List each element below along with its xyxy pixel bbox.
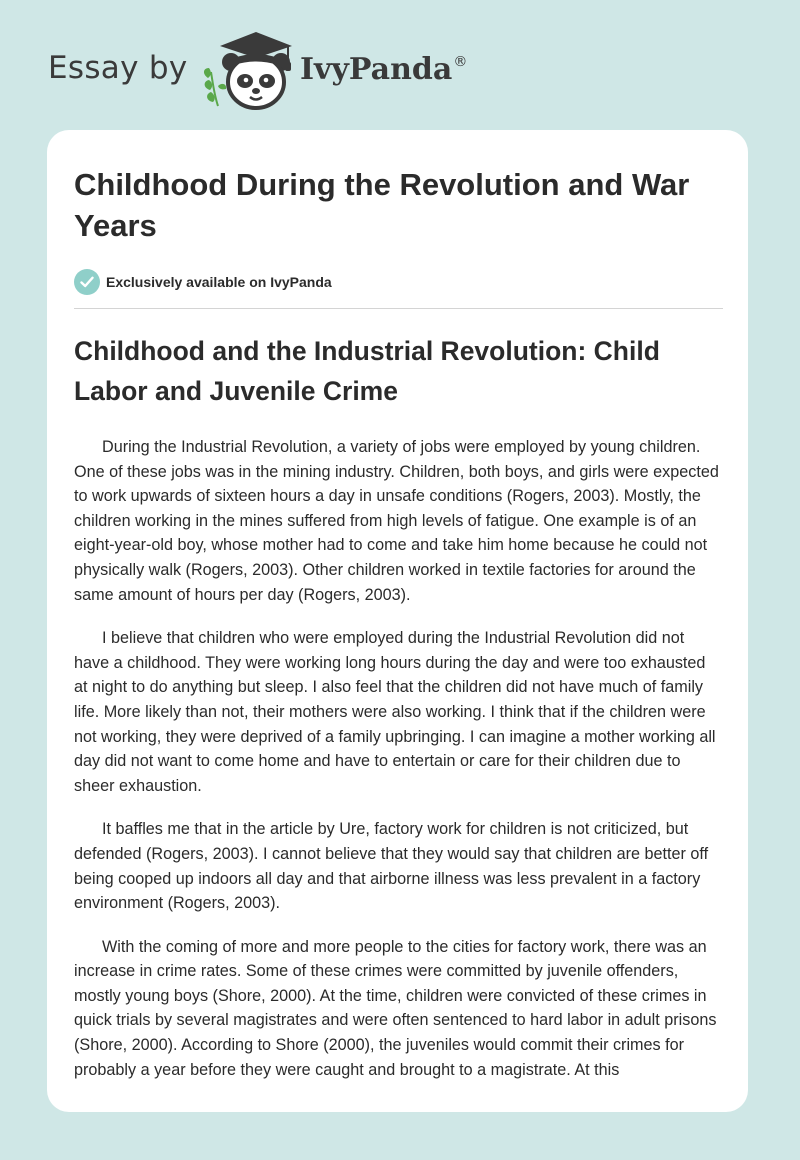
trademark-symbol: ®: [453, 54, 468, 70]
essay-title: Childhood During the Revolution and War Years: [74, 167, 690, 243]
exclusive-badge-text: Exclusively available on IvyPanda: [106, 274, 332, 290]
check-icon: [74, 269, 100, 295]
brand-logo-text[interactable]: [300, 52, 466, 87]
panda-graduate-logo-icon[interactable]: [200, 28, 296, 112]
essay-card: [47, 130, 748, 1112]
essay-content: [74, 130, 723, 1082]
brand-name: IvyPanda: [300, 52, 453, 87]
divider: [74, 308, 723, 309]
paragraph-4: With the coming of more and more people to the cities for factory work, there was an increase in crime rates. Some of these crimes were committed by juvenile offenders, mostly young boys (Shore, 2000). At the time, children were convicted of these crimes in quick trials by several magistrates and were often sentenced to hard labor in adult prisons (Shore, 2000). According to Shore (2000), the juveniles would commit their crimes for probably a year before they were caught and brought to a magistrate. At this: [74, 937, 717, 1079]
paragraph-1: During the Industrial Revolution, a variety of jobs were employed by young children. One of these jobs was in the mining industry. Children, both boys, and girls were expected to work upwards of sixteen hours a day in unsafe conditions (Rogers, 2003). Mostly, the children working in the mines suffered from high levels of fatigue. One example is of an eight-year-old boy, whose mother had to come and take him home because he could not physically walk (Rogers, 2003). Other children worked in textile factories for around the same amount of hours per day (Rogers, 2003).: [74, 438, 719, 604]
section-title: Childhood and the Industrial Revolution: Child Labor and Juvenile Crime: [74, 336, 660, 406]
exclusive-badge: [74, 268, 723, 296]
paragraph-3: It baffles me that in the article by Ure, factory work for children is not criticized, but defended (Rogers, 2003). I cannot believe that they would say that children are better off being cooped up indoors all day and that airborne illness was less prevalent in a factory environment (Rogers, 2003).: [74, 820, 709, 913]
essay-by-label: Essay by: [48, 50, 188, 86]
paragraph-2: I believe that children who were employed during the Industrial Revolution did not have a childhood. They were working long hours during the day and were too exhausted at night to do anything but sleep. I also feel that the children did not have much of family life. More likely than not, their mothers were also working. I think that if the children were not working, they were deprived of a family upbringing. I can imagine a mother working all day did not want to come home and have to entertain or care for their children due to sheer exhaustion.: [74, 629, 716, 795]
site-header: [48, 28, 548, 118]
